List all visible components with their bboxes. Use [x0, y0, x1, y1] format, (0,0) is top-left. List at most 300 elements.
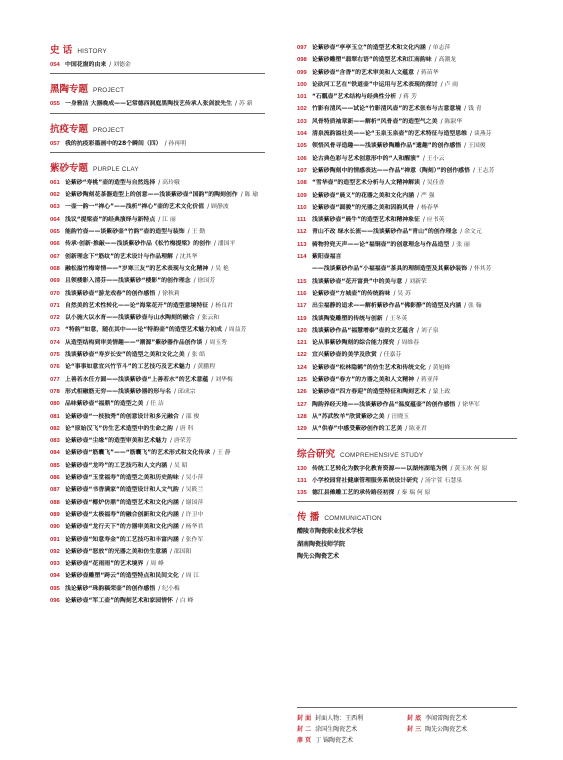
article-author: / 秦 瑞 何 原 [397, 490, 431, 497]
article-title: 浅论紫砂“珠韵稿荣壶”的创作感悟 [65, 585, 156, 592]
article-author: / 白 峰 [175, 597, 194, 604]
article-author: / 刘新荣 [405, 278, 427, 285]
toc-entry[interactable] [50, 59, 265, 71]
toc-entry[interactable] [297, 128, 517, 140]
page-number: 054 [50, 62, 60, 68]
section-title-en: PURPLE CLAY [93, 165, 139, 173]
article-author: / 吴小萍 [181, 475, 204, 482]
article-author: / 王冬英 [385, 315, 408, 322]
cover-credits [297, 707, 517, 746]
page-number: 068 [50, 265, 60, 272]
article-author: / 陈 瑜 [240, 192, 259, 199]
toc-entry[interactable] [50, 472, 265, 484]
article-title: 论紫砂壶“玉堂福寿”的造型之美和历史韵味 [65, 475, 179, 482]
toc-entry[interactable] [50, 546, 265, 558]
toc-entry[interactable] [50, 312, 265, 324]
page-number: 080 [50, 401, 60, 408]
article-author: / 王 勤 [187, 229, 206, 236]
page-number: 064 [50, 216, 60, 223]
article-author: / 汪晓玉 [387, 413, 410, 420]
article-author: / 黄鹏程 [193, 364, 216, 371]
page-number: 107 [297, 167, 307, 174]
article-author: / 高潮龙 [434, 57, 457, 64]
article-author: / 周 江 [181, 573, 200, 580]
article-title: 领悟风骨寻造趣——浅谈紫砂陶雕作品“遗趣”的创作感悟 [312, 143, 462, 150]
communication-line: 醴陵市陶瓷职业技术学校 [297, 528, 364, 536]
article-title: 论紫砂壶“龙行天下”的方器审美和文化内涵 [65, 524, 179, 531]
article-title: 论紫砂壶“一枝独秀”的创意设计和多元融合 [65, 413, 179, 420]
toc-entry-continuation [297, 263, 517, 275]
toc-list [297, 463, 517, 500]
toc-entry[interactable] [50, 374, 265, 386]
article-author: / 蒋苗华 [417, 69, 439, 76]
article-author: / 卢 雨 [440, 81, 459, 88]
divider [297, 438, 517, 439]
section-title-cn: 史 话 [50, 45, 73, 56]
toc-entry[interactable] [297, 116, 517, 128]
page-number: 061 [50, 179, 60, 186]
toc-entry[interactable] [50, 411, 265, 423]
page-number: 130 [297, 465, 307, 472]
toc-entry[interactable] [297, 103, 517, 115]
communication-line: 陶先公陶瓷艺术 [297, 553, 340, 561]
article-author: / 蒋亚萍 [417, 377, 439, 384]
article-author: / 应书英 [422, 217, 445, 224]
article-author: / 蒋 芳 [399, 94, 417, 101]
page-number: 065 [50, 229, 60, 236]
credit-label: 封 面 [297, 715, 312, 722]
page-number: 063 [50, 204, 60, 211]
toc-entry[interactable] [297, 374, 517, 386]
page-number: 092 [50, 548, 60, 555]
toc-entry[interactable] [50, 349, 265, 361]
credit-value: 陶先公陶瓷艺术 [425, 726, 468, 733]
article-author: / 孙再明 [164, 140, 187, 147]
page-number: 077 [50, 376, 60, 383]
page-number: 102 [297, 106, 307, 113]
article-title: 论紫砂壶雕塑“跨云”的造型特点和民间文化 [65, 573, 179, 580]
toc-entry[interactable] [297, 79, 517, 91]
article-title: 浅谈紫砂壶“寿岁长安”的造型之美和文化之美 [65, 352, 185, 359]
article-author: / 任 洁 [146, 401, 164, 408]
page-number: 091 [50, 536, 60, 543]
page-number: 124 [297, 364, 307, 371]
article-title: 论古典色彩与艺术创意形中的“人和醒演” [312, 155, 420, 162]
article-author: / 单志萍 [428, 45, 451, 51]
page-number: 104 [297, 131, 307, 138]
page-number: 094 [50, 573, 60, 580]
article-title: 论紫砂壶“怒放”的光器之美和仿生意涵 [65, 548, 167, 555]
page-number: 115 [297, 278, 307, 285]
article-author: / 徐国芳 [193, 278, 216, 285]
article-title: 论紫砂雕塑“翡翠右语”的造型艺术和江南韵味 [312, 57, 432, 64]
toc-entry[interactable] [297, 202, 517, 214]
article-author: / 刘德金 [109, 62, 131, 68]
page-number: 089 [50, 511, 60, 518]
toc-entry[interactable] [297, 177, 517, 189]
toc-entry[interactable] [297, 362, 517, 374]
article-author: / 吴 苏 [393, 290, 411, 297]
divider [297, 501, 517, 502]
page-number: 105 [297, 143, 307, 150]
page-number: 122 [297, 352, 307, 359]
toc-entry[interactable] [50, 214, 265, 226]
toc-entry[interactable] [297, 288, 517, 300]
page-number: 073 [50, 327, 60, 334]
section-title-en: COMMUNICATION [324, 515, 382, 523]
article-title: 传承·创新·推敲——浅谈紫砂作品《松竹梅提梁》的创作 [65, 241, 211, 248]
article-author: / 邵 俊 [181, 413, 200, 420]
toc-entry[interactable] [50, 251, 265, 263]
page-number: 121 [297, 340, 307, 347]
section-title-cn: 紫砂专题 [50, 162, 89, 174]
section-title-cn: 综合研究 [297, 448, 336, 460]
article-author: / 江 丽 [158, 216, 176, 223]
section-title [50, 81, 265, 95]
page-number: 055 [50, 101, 60, 108]
toc-entry[interactable] [297, 337, 517, 349]
section-history [50, 42, 265, 74]
toc-entry[interactable] [297, 487, 517, 499]
article-title: 论紫砂壶“方城壶”的传统韵味 [312, 290, 391, 297]
article-title: 论紫砂陶刻中的情感表达——作品“禅意（陶刻）”的创作感悟 [312, 167, 470, 174]
page-number: 109 [297, 192, 307, 199]
toc-entry[interactable] [297, 165, 517, 177]
page-number: 111 [297, 217, 307, 224]
article-author: / 杨春华 [417, 204, 439, 211]
toc-entry[interactable] [297, 325, 517, 337]
article-title: 一身雅洁 大器晚成——记常德西洞庭黑陶技艺传承人张剑波先生 [65, 101, 232, 108]
article-author: / 杨良君 [211, 302, 233, 309]
divider [50, 113, 265, 114]
article-author: / 徐华军 [458, 401, 480, 408]
divider [50, 152, 265, 153]
page-number: 097 [297, 45, 307, 51]
article-author: / 蒙上政 [428, 389, 451, 396]
section-title [50, 121, 265, 135]
toc-entry[interactable] [50, 460, 265, 472]
toc-entry[interactable] [50, 570, 265, 582]
page-number: 076 [50, 364, 60, 371]
communication-line: 湖南陶瓷技师学院 [297, 540, 346, 548]
page-number: 127 [297, 401, 307, 408]
right-column [297, 42, 517, 564]
article-title: 一壶一韵一“禅心”——浅析“禅心”壶的艺术文化价值 [65, 204, 205, 211]
article-title: 青山不改 绿水长流——浅谈紫砂作品“青山”的创作理念 [312, 229, 458, 236]
article-author: / 任嘉芬 [379, 352, 402, 359]
article-author: / 陈亚君 [405, 426, 427, 433]
article-title: 论砍河工艺在“铁道壶”中运用与艺术表现的探讨 [312, 81, 438, 88]
article-author: / 许卫中 [181, 511, 204, 518]
article-title: 浅谈紫砂壶“花开富贵”中的美与意 [312, 278, 403, 285]
page-number: 066 [50, 241, 60, 248]
toc-entry[interactable] [50, 201, 265, 213]
page-number: 067 [50, 253, 60, 260]
toc-entry[interactable] [50, 263, 265, 275]
article-author: / 吴 艳 [211, 265, 229, 272]
page-number: 129 [297, 426, 307, 433]
toc-entry[interactable] [297, 251, 517, 263]
section-comprehensive [297, 446, 517, 503]
page-number: 081 [50, 413, 60, 420]
page-number: 110 [297, 204, 307, 211]
article-title: 论紫砂壶“龙吟”的工艺技巧和人文内涵 [65, 462, 167, 469]
toc-entry[interactable] [50, 177, 265, 189]
article-author: / 张 皓 [187, 352, 206, 359]
toc-entry[interactable] [50, 98, 265, 110]
left-column [50, 42, 265, 607]
credit-label: 扉 页 [297, 737, 312, 744]
toc-list [297, 42, 517, 436]
toc-entry[interactable] [50, 138, 265, 150]
section-title [297, 509, 517, 523]
toc-entry[interactable] [297, 276, 517, 288]
page-number: 069 [50, 278, 60, 285]
toc-entry[interactable] [297, 226, 517, 238]
article-title: 论紫砂壶“尘缘”的造型审美和艺术魅力 [65, 438, 167, 445]
article-title: 论“事事如意宜兴竹节斗”的工艺技巧及艺术魅力 [65, 364, 191, 371]
article-title: 从“供春”中感受紫砂创作的工艺美 [312, 426, 403, 433]
article-title: 论紫砂壶“书香满家”的造型设计和人文气韵 [65, 487, 179, 494]
page-number: 131 [297, 477, 307, 484]
article-author: / 周玉秀 [205, 339, 227, 346]
page-number: 095 [50, 585, 60, 592]
toc-entry[interactable] [50, 398, 265, 410]
article-title: 自然美的艺术性转化——论“海棠花开”的造型意境特征 [65, 302, 209, 309]
article-author: / 陈淑华 [440, 118, 463, 125]
article-title: 上善若水任方圆——浅谈紫砂壶“上善若水”的艺术意蕴 [65, 376, 209, 383]
article-author: / 唐荣芳 [170, 438, 192, 445]
article-title: 论紫砂壶“亭亭玉立”的造型艺术和文化内涵 [312, 45, 426, 51]
page-number: 117 [297, 303, 307, 310]
toc-entry[interactable] [50, 484, 265, 496]
article-author: / 潘国平 [213, 241, 236, 248]
article-author: / 钱 青 [464, 106, 482, 113]
page-number: 084 [50, 450, 60, 457]
article-title: 论紫砂壶“知意寿金”的工艺技巧和丰富内涵 [65, 536, 179, 543]
section-title-cn: 传 播 [297, 512, 320, 524]
article-title: 紫阳壶福言 [312, 254, 342, 261]
article-title: 能韵竹壶——谈紫砂壶“竹韵”壶的造型与装饰 [65, 229, 185, 236]
article-title: “石瓢壶”艺术结构与经典性分析 [312, 94, 397, 101]
article-title: 形式相融筋无穷——浅谈紫砂器的形与名 [65, 388, 172, 395]
article-title: 论紫砂壶“春方”的方器之美和人文精神 [312, 377, 414, 384]
article-title: 论紫砂壶“晨义”的花器之美和文化内涵 [312, 192, 414, 199]
article-author: / 周 峰 [146, 561, 164, 568]
toc-entry[interactable] [50, 361, 265, 373]
toc-entry[interactable] [50, 435, 265, 447]
toc-entry[interactable] [50, 583, 265, 595]
article-author: / 刘华梅 [211, 376, 233, 383]
article-author: / 王小云 [422, 155, 445, 162]
page-number: 135 [297, 490, 307, 497]
page-number: 128 [297, 413, 307, 420]
page-number: 075 [50, 352, 60, 359]
page-number: 082 [50, 425, 60, 432]
article-author: / 王志芳 [472, 167, 495, 174]
article-title: 论紫砂壶“筋囊飞”——“筋囊飞”的艺术形式和文化传承 [65, 450, 211, 457]
toc-entry[interactable] [297, 386, 517, 398]
article-author: / 张 翰 [464, 303, 482, 310]
article-title: 小学校园背社健康管理服务系统设计研究 [312, 477, 419, 484]
credit-label: 封 三 [407, 726, 422, 733]
article-author: / 吴筱兰 [181, 487, 204, 494]
article-author: / 怀其芳 [470, 266, 492, 273]
page-number: 108 [297, 180, 307, 187]
article-title: 从造型结构到审美情趣——“潮源”紫砂器作品创作谈 [65, 339, 203, 346]
page-number: 125 [297, 377, 307, 384]
credit-value: 封面人物：王西利 [315, 715, 364, 722]
section-title-en: HISTORY [77, 48, 107, 55]
article-author: / 王国俊 [464, 143, 486, 150]
toc-entry[interactable] [50, 337, 265, 349]
toc-entry[interactable] [50, 275, 265, 287]
page-number: 116 [297, 290, 307, 297]
article-title: 论紫砂“寿桃”壶的造型与自然选择 [65, 179, 156, 186]
toc-entry[interactable] [50, 423, 265, 435]
toc-entry[interactable] [297, 42, 517, 54]
article-author: / 黄旭峰 [428, 364, 451, 371]
toc-entry[interactable] [50, 497, 265, 509]
article-author: / 黄玉冰 何 原 [450, 465, 488, 472]
section-title-en: PROJECT [93, 87, 125, 95]
article-title: 风骨特质袖章新——解析“风骨壶”的造型气之美 [312, 118, 438, 125]
credit-value: 李闻雷陶瓷艺术 [425, 715, 468, 722]
toc-entry[interactable] [297, 153, 517, 165]
page-number: 078 [50, 388, 60, 395]
page-number: 083 [50, 438, 60, 445]
article-author: / 邱成宗 [174, 388, 196, 395]
article-title: 传统工艺转化为数字化教育资源——以湖州湖笔为例 [312, 465, 448, 472]
article-title: 论紫砂壶“花雨雨”的艺术境界 [65, 561, 144, 568]
article-title: 竹影有清风——试论“竹影清风壶”的艺术张布与古意意境 [312, 106, 462, 113]
toc-entry[interactable] [297, 54, 517, 66]
toc-entry[interactable] [50, 238, 265, 250]
article-author: / 周益芳 [224, 327, 247, 334]
article-author: / 苏 新 [235, 101, 253, 108]
toc-entry[interactable] [297, 349, 517, 361]
article-title: 我的抗疫彩墨画中的28个瞬间（四） [65, 140, 162, 147]
toc-entry[interactable] [50, 534, 265, 546]
toc-entry[interactable] [297, 463, 517, 475]
toc-entry[interactable] [50, 595, 265, 607]
article-title: “特韵”如意，随在其中——论“特韵壶”的造型艺术魅力初成 [65, 327, 222, 334]
article-author: / 纪小梅 [158, 585, 180, 592]
article-title: 论紫砂壶“椰炉仿鼎”的造型艺术和文化内涵 [65, 499, 179, 506]
credits-row [297, 724, 517, 735]
article-author: / 谈燕芬 [470, 131, 492, 138]
toc-entry[interactable] [297, 399, 517, 411]
toc-entry[interactable] [50, 189, 265, 201]
page-number: 062 [50, 192, 60, 199]
page-number: 099 [297, 69, 307, 76]
page-number: 074 [50, 339, 60, 346]
toc-list [50, 177, 265, 607]
toc-entry[interactable] [297, 239, 517, 251]
article-title: 骑物狩兜天声——论“福铜壶”的创意理念与作品造型 [312, 241, 450, 248]
page-number: 085 [50, 462, 60, 469]
credit-label: 封 二 [297, 726, 312, 733]
article-title: 论紫砂壶“圆骏”的光器之美和因韵风骨 [312, 204, 414, 211]
article-author: / 杨华君 [181, 524, 204, 531]
article-author: / 顾静波 [207, 204, 229, 211]
page-number: 090 [50, 524, 60, 531]
article-author: / 张作军 [181, 536, 204, 543]
article-author: / 周维春 [397, 340, 419, 347]
page-number: 057 [50, 140, 60, 147]
article-author: / 刘子泉 [417, 327, 439, 334]
toc-entry[interactable] [50, 509, 265, 521]
toc-entry[interactable] [297, 313, 517, 325]
article-author: / 王 静 [213, 450, 231, 457]
page-number: 119 [297, 315, 307, 322]
article-title: 出尘福静的追求——解析紫砂作品“佛影静”的造型及内涵 [312, 303, 462, 310]
divider [50, 73, 265, 74]
article-author: / 严 强 [417, 192, 435, 199]
toc-entry[interactable] [50, 300, 265, 312]
article-author: / 谢国萍 [181, 499, 204, 506]
toc-entry[interactable] [50, 558, 265, 570]
page-number: 101 [297, 94, 307, 101]
article-author: / 沈其华 [175, 253, 198, 260]
toc-entry[interactable] [297, 411, 517, 423]
section-title [297, 446, 517, 460]
article-author: / 徐秋莉 [158, 290, 180, 297]
section-communication [297, 509, 517, 564]
toc-entry[interactable] [297, 214, 517, 226]
article-title: “雪华壶”的造型艺术分析与人文精神解读 [312, 180, 420, 187]
toc-entry[interactable] [50, 226, 265, 238]
page-number: 098 [297, 57, 307, 64]
toc-entry[interactable] [50, 521, 265, 533]
toc-entry[interactable] [297, 190, 517, 202]
toc-entry[interactable] [297, 67, 517, 79]
section-title-cn: 黑陶专题 [50, 84, 89, 96]
article-author: / 汤宇萱 石慧泉 [421, 477, 463, 484]
article-title: 以小施大以水育——浅谈紫砂壶与山水陶刻的融合 [65, 315, 195, 322]
article-author: / 唐 科 [175, 425, 194, 432]
toc-entry[interactable] [50, 324, 265, 336]
toc-entry[interactable] [50, 288, 265, 300]
section-anti-epidemic [50, 121, 265, 153]
page-number: 096 [50, 597, 60, 604]
credit-label: 封 底 [407, 715, 422, 722]
article-title: 论紫砂壶“太极福寿”的融合创新和文化内涵 [65, 511, 179, 518]
article-title: 品味紫砂壶“福鼎”的造型之美 [65, 401, 144, 408]
page-number: 114 [297, 254, 307, 261]
article-title: 德江县傩雕工艺的承传路径初探 [312, 490, 395, 497]
toc-entry[interactable] [50, 386, 265, 398]
toc-entry[interactable] [297, 140, 517, 152]
article-title: 浅谈紫砂壶“游龙戏春”的创作感悟 [65, 290, 156, 297]
page-number: 100 [297, 81, 307, 88]
article-title: 宜兴紫砂壶的美学及欣赏 [312, 352, 377, 359]
page-number: 093 [50, 561, 60, 568]
toc-entry[interactable] [297, 300, 517, 312]
credit-value: 丁 锦陶瓷艺术 [315, 737, 354, 744]
toc-entry[interactable] [297, 423, 517, 435]
article-author: / 余文元 [460, 229, 482, 236]
section-black-pottery [50, 81, 265, 113]
page-number: 072 [50, 315, 60, 322]
credits-row [297, 735, 517, 746]
toc-entry[interactable] [50, 447, 265, 459]
credit-value: 涂国生陶瓷艺术 [315, 726, 358, 733]
credits-row [297, 713, 517, 724]
article-author: / 吴 昭 [170, 462, 188, 469]
toc-entry[interactable] [297, 475, 517, 487]
toc-entry[interactable] [297, 91, 517, 103]
